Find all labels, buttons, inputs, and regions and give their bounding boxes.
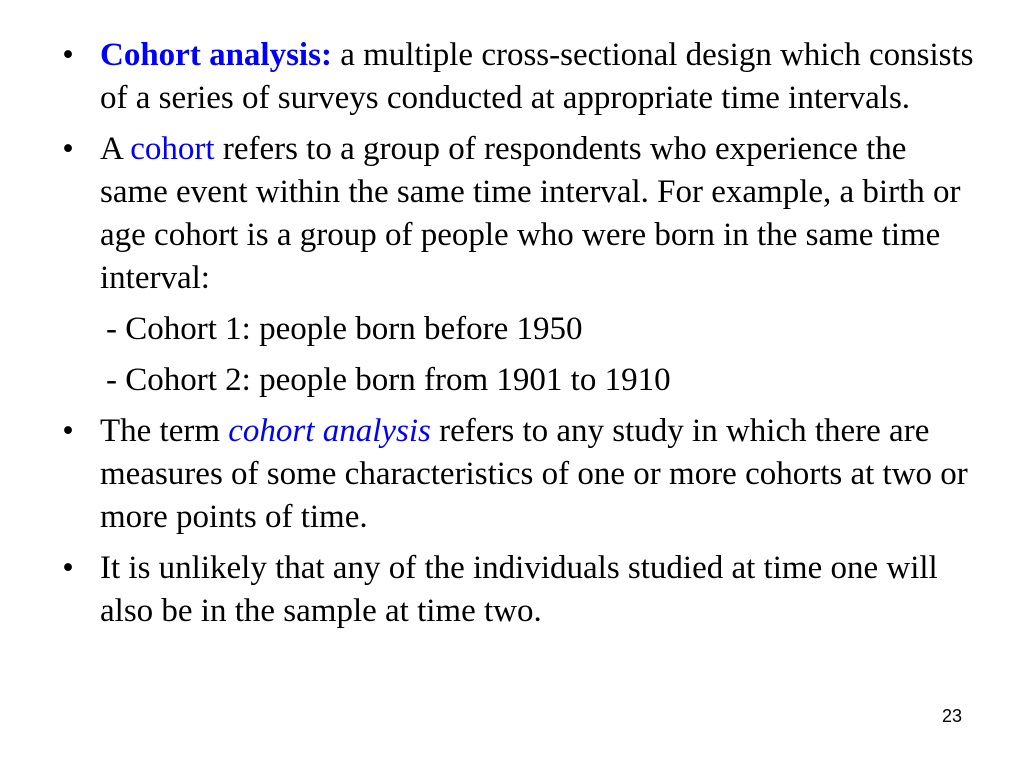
page-number: 23 <box>941 706 962 726</box>
bullet-item-cohort-definition <box>58 128 978 300</box>
bullet-dot: • <box>62 550 74 586</box>
bullet-text-lead: A <box>100 131 131 167</box>
sub-item-cohort-2: - Cohort 2: people born from 1901 to 1910 <box>106 362 671 398</box>
bullet-dot: • <box>62 413 74 449</box>
bullet-item-cohort-analysis-definition <box>58 34 978 120</box>
sub-item-cohort-1: - Cohort 1: people born before 1950 <box>106 311 583 347</box>
term-cohort: cohort <box>130 131 215 167</box>
bullet-dot: • <box>62 37 74 73</box>
bullet-text-lead: The term <box>100 413 229 449</box>
term-cohort-analysis: Cohort analysis: <box>100 37 332 73</box>
term-cohort-analysis-italic: cohort analysis <box>228 413 431 449</box>
bullet-text: refers to a group of respondents who experience the same event within the same time interval. For example, a birth or age cohort is a group of people who were born in the same time interval: <box>100 131 961 296</box>
bullet-text: refers to any study in which there are measures of some characteristics of one or more cohorts at two or more points of time. <box>100 413 968 535</box>
bullet-list <box>58 34 978 641</box>
bullet-item-unlikely-individuals <box>58 547 978 633</box>
bullet-item-term-cohort-analysis <box>58 410 978 539</box>
bullet-text: It is unlikely that any of the individuals studied at time one will also be in the sample at time two. <box>100 550 938 629</box>
bullet-text: a multiple cross-sectional design which consists of a series of surveys conducted at appropriate time intervals. <box>100 37 974 116</box>
bullet-dot: • <box>62 131 74 167</box>
